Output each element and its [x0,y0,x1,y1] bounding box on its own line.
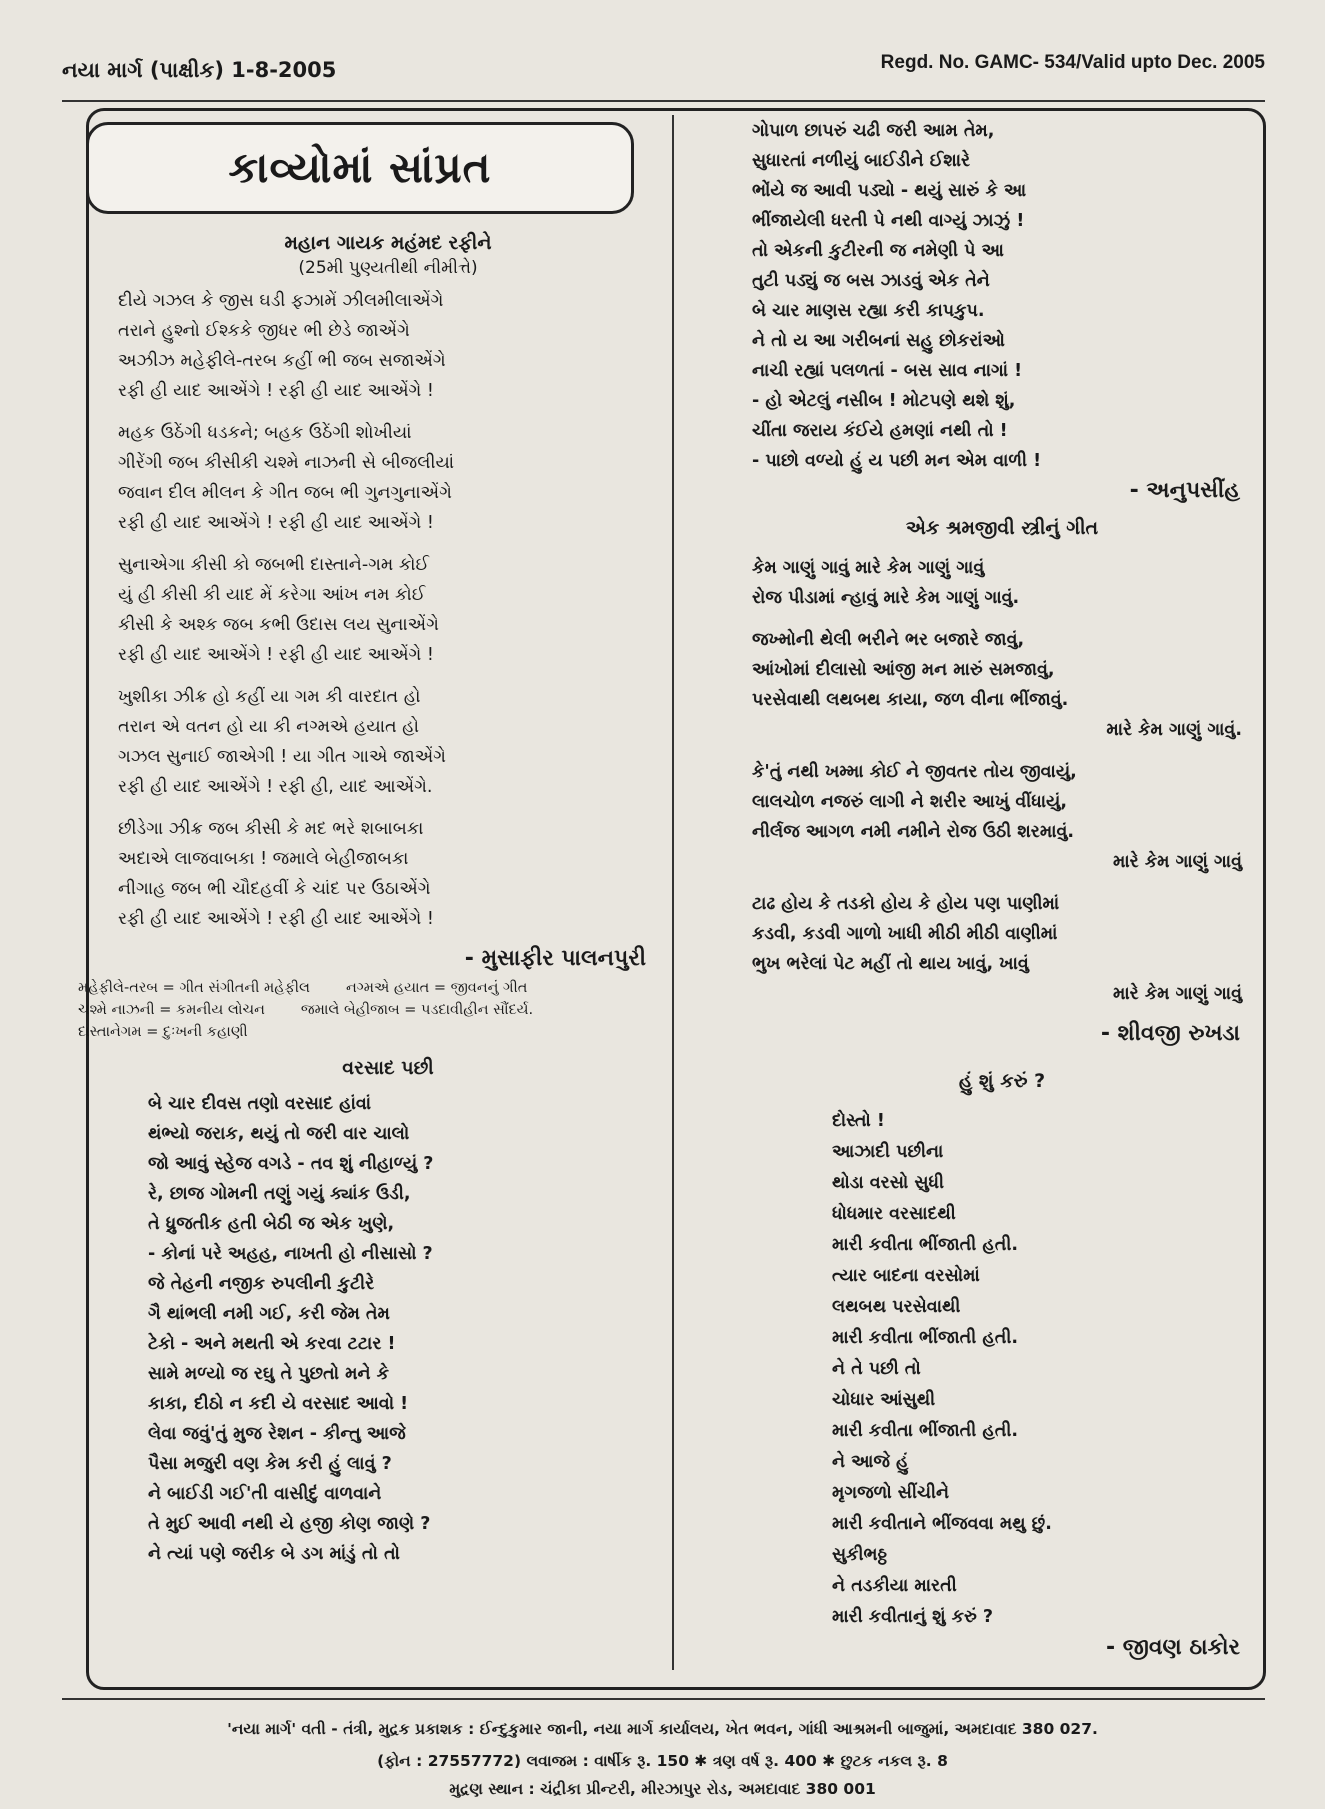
poem-line: થોડા વરસો સુધી [832,1173,945,1193]
poem-line: સુકીભઠ્ઠ [832,1545,888,1565]
poem-line: કડવી, કડવી ગાળો ખાધી મીઠી મીઠી વાણીમાં [752,924,1058,944]
poem-line: ગૈ થાંભલી નમી ગઈ, કરી જેમ તેમ [148,1304,390,1324]
poem-line: તો એકની કુટીરની જ નમેણી પે આ [752,241,1004,261]
poem1-body [118,286,658,934]
poem-line: - પાછો વળ્યો હું ય પછી મન એમ વાળી ! [752,451,1042,471]
poem-line: લથબથ પરસેવાથી [832,1297,961,1317]
poem4-author: - જીવણ ઠાકોર [1105,1635,1240,1660]
glossary [78,977,658,1043]
poem-line: રોજ પીડામાં ન્હાવું મારે કેમ ગાણું ગાવું. [752,588,1020,608]
poem-line: કીસી કે અશ્ક જબ કભી ઉદાસ લય સુનાએંગે [118,615,439,635]
column-divider [672,115,674,1670]
glossary-row [78,1021,658,1043]
poem-line: રફી હી યાદ આએંગે ! રફી હી, યાદ આએંગે. [118,777,433,797]
poem-line: બે ચાર માણસ રહ્યા કરી કાપકુપ. [752,301,985,321]
poem-line: છીડેગા ઝીક્ર જબ કીસી કે મદ ભરે શબાબકા [118,819,424,839]
poem-line: જે તેહની નજીક રુપલીની કુટીરે [148,1274,375,1294]
poem-line: ગઝલ સુનાઈ જાએગી ! યા ગીત ગાએ જાએંગે [118,747,446,767]
poem-line: ને તડકીયા મારતી [832,1576,957,1596]
poem-line: ગોપાળ છાપરું ચઢી જરી આમ તેમ, [752,121,995,141]
poem-line: તે ધ્રુજતીક હતી બેઠી જ એક ખુણે, [148,1214,395,1234]
poem-line: દોસ્તો ! [832,1111,885,1131]
section-title-box [86,122,634,214]
poem-line: સુનાએગા કીસી કો જબભી દાસ્તાને-ગમ કોઈ [118,555,430,575]
poem-line: મારે કેમ ગાણું ગાવું [1113,984,1242,1004]
poem-line: સુધારતાં નળીયું બાઈડીને ઈશારે [752,151,971,171]
poem-line: ચોધાર આંસુથી [832,1390,936,1410]
glossary-entry: ચશ્મે નાઝની = કમનીય લોચન [78,1002,265,1018]
poem-line: મારી કવીતાને ભીંજવવા મથુ છું. [832,1514,1052,1534]
poem2-body-left [118,1089,658,1569]
poem-line: નીર્લજ આગળ નમી નમીને રોજ ઉઠી શરમાવું. [752,822,1075,842]
poem-line: રફી હી યાદ આએંગે ! રફી હી યાદ આએંગે ! [118,645,434,665]
publication-date: નયા માર્ગ (પાક્ષીક) 1-8-2005 [62,58,337,82]
poem-line: જખ્મોની થેલી ભરીને ભર બજારે જાવું, [752,630,1025,650]
poem-line: - હો એટલું નસીબ ! મોટપણે થશે શું, [752,391,1016,411]
glossary-entry: મહેફીલે-તરબ = ગીત સંગીતની મહેફીલ [78,980,310,996]
poem-line: મારે કેમ ગાણું ગાવું. [1106,720,1242,740]
poem-line: તરાન એ વતન હો યા કી નગ્મએ હયાત હો [118,717,419,737]
poem-line: મૃગજળો સીંચીને [832,1483,950,1503]
poem-line: બે ચાર દીવસ તણો વરસાદ હાંવાં [148,1094,372,1114]
poem4-body [752,1106,1252,1633]
poem-line: મારી કવીતા ભીંજાતી હતી. [832,1421,1019,1441]
poem-line: અદાએ લાજવાબકા ! જમાલે બેહીજાબકા [118,849,409,869]
right-column [752,116,1252,1666]
poem-line: કે'તું નથી ખમ્મા કોઈ ને જીવતર તોય જીવાયું, [752,762,1077,782]
poem-line: ભીંજાયેલી ધરતી પે નથી વાગ્યું ઝાઝું ! [752,211,1025,231]
poem-line: નાચી રહ્યાં પલળતાં - બસ સાવ નાગાં ! [752,361,1023,381]
poem-line: પરસેવાથી લથબથ કાયા, જળ વીના ભીંજાવું. [752,690,1069,710]
footer-subscription: (ફોન : 27557772) લવાજમ : વાર્ષીક રૂ. 150 ✱ ત્રણ વર્ષ રૂ. 400 ✱ છુટક નકલ રૂ. 8 [377,1752,948,1770]
poem-line: તરાને હુશ્નો ઈશ્કકે જીધર ભી છેડે જાએંગે [118,321,410,341]
stanza [752,625,1252,745]
poem-line: તે મુઈ આવી નથી યે હજી કોણ જાણે ? [148,1514,431,1534]
poem-line: ને ત્યાં પણે જરીક બે ડગ માંડું તો તો [148,1544,400,1564]
poem3-body [752,553,1252,1009]
glossary-entry: જમાલે બેહીજાબ = પડદાવીહીન સૌંદર્ય. [300,1002,534,1018]
poem-line: કાકા, દીઠો ન કદી યે વરસાદ આવો ! [148,1394,409,1414]
poem-line: રફી હી યાદ આએંગે ! રફી હી યાદ આએંગે ! [118,513,434,533]
poem3-title: એક શ્રમજીવી સ્ત્રીનું ગીત [905,517,1099,539]
poem2-body-right [752,116,1252,476]
poem-line: આઝાદી પછીના [832,1142,944,1162]
poem2-title: વરસાદ પછી [342,1057,434,1079]
footer-rule [62,1698,1265,1700]
poem-line: ને બાઈડી ગઈ'તી વાસીદું વાળવાને [148,1484,382,1504]
poem-line: ને તે પછી તો [832,1359,921,1379]
poem-line: ભોંયે જ આવી પડ્યો - થયું સારું કે આ [752,181,1027,201]
stanza [118,550,658,670]
poem-line: સામે મળ્યો જ રઘુ તે પુછતો મને કે [148,1364,389,1384]
glossary-entry: દાસ્તાનેગમ = દુઃખની કહાણી [78,1024,248,1040]
glossary-entry: નગ્મએ હયાત = જીવનનું ગીત [345,980,528,996]
poem-line: ખુશીકા ઝીક્ર હો કહીં યા ગમ કી વારદાત હો [118,687,421,707]
poem1-subtitle: (25મી પુણ્યતીથી નીમીત્તે) [298,258,478,278]
poem-line: ને આજે હું [832,1452,909,1472]
glossary-row [78,977,658,999]
header-rule [62,100,1265,102]
poem-line: કેમ ગાણું ગાવું મારે કેમ ગાણું ગાવું [752,558,985,578]
poem-line: લેવા જવું'તું મુજ રેશન - કીન્તુ આજે [148,1424,406,1444]
poem2-author: - અનુપસીંહ [1129,478,1240,503]
poem-line: નીગાહ જબ ભી ચૌદહવીં કે ચાંદ પર ઉઠાએંગે [118,879,431,899]
poem-line: મારી કવીતા ભીંજાતી હતી. [832,1235,1019,1255]
poem1-title: મહાન ગાયક મહંમદ રફીને [284,232,492,254]
poem-line: રફી હી યાદ આએંગે ! રફી હી યાદ આએંગે ! [118,381,434,401]
stanza [752,889,1252,1009]
poem-line: અઝીઝ મહેફીલે-તરબ કહીં ભી જબ સજાએંગે [118,351,446,371]
stanza [118,286,658,406]
poem-line: થંભ્યો જરાક, થયું તો જરી વાર ચાલો [148,1124,410,1144]
section-title: કાવ્યોમાં સાંપ્રત [228,143,492,192]
poem-line: યું હી કીસી કી યાદ મેં કરેગા આંખ નમ કોઈ [118,585,426,605]
glossary-row [78,999,658,1021]
poem-line: આંખોમાં દીલાસો આંજી મન મારું સમજાવું, [752,660,1055,680]
poem-line: ટાઢ હોય કે તડકો હોય કે હોય પણ પાણીમાં [752,894,1060,914]
poem-line: મહક ઉઠેંગી ધડકને; બહક ઉઠેંગી શોખીયાં [118,423,412,443]
poem-line: ત્યાર બાદના વરસોમાં [832,1266,980,1286]
poem-line: ગીરેંગી જબ કીસીકી ચશ્મે નાઝની સે બીજલીયાં [118,453,455,473]
poem-line: મારી કવીતાનું શું કરું ? [832,1607,994,1627]
poem-line: ભુખ ભરેલાં પેટ મહીં તો થાય ખાવું, ખાવું [752,954,1029,974]
poem-line: મારે કેમ ગાણું ગાવું [1113,852,1242,872]
poem-line: મારી કવીતા ભીંજાતી હતી. [832,1328,1019,1348]
stanza [118,814,658,934]
footer-publisher: 'નયા માર્ગ' વતી - તંત્રી, મુદ્રક પ્રકાશક : ઈન્દુકુમાર જાની, નયા માર્ગ કાર્યાલય, ખેત ભવન, ગાંધી આશ્રમની બાજુમાં, અમદાવાદ 380 027. [227,1720,1098,1738]
poem1-author: - મુસાફીર પાલનપુરી [464,946,646,971]
poem-line: ધોધમાર વરસાદથી [832,1204,956,1224]
footer-printer: મુદ્રણ સ્થાન : ચંદ્રીકા પ્રીન્ટરી, મીરઝાપુર રોડ, અમદાવાદ 380 001 [449,1780,876,1798]
stanza [118,418,658,538]
poem3-author: - શીવજી રુખડા [1100,1021,1240,1046]
poem-line: તુટી પડ્યું જ બસ ઝાડવું એક તેને [752,271,990,291]
poem-line: લાલચોળ નજરું લાગી ને શરીર આખું વીંધાયું, [752,792,1067,812]
registration-number: Regd. No. GAMC- 534/Valid upto Dec. 2005 [880,52,1265,73]
stanza [118,682,658,802]
poem-line: ટેકો - અને મથતી એ કરવા ટટાર ! [148,1334,396,1354]
stanza [752,757,1252,877]
poem-line: ને તો ય આ ગરીબનાં સહુ છોકરાંઓ [752,331,1005,351]
stanza [752,553,1252,613]
poem-line: રે, છાજ ગોમની તણું ગયું ક્યાંક ઉડી, [148,1184,411,1204]
poem-line: પૈસા મજુરી વણ કેમ કરી હું લાવું ? [148,1454,392,1474]
poem-line: રફી હી યાદ આએંગે ! રફી હી યાદ આએંગે ! [118,909,434,929]
poem-line: દીયે ગઝલ કે જીસ ઘડી ફઝામેં ઝીલમીલાએંગે [118,291,444,311]
poem-line: જવાન દીલ મીલન કે ગીત જબ ભી ગુનગુનાએંગે [118,483,452,503]
poem-line: - કોનાં પરે અહહ, નાખતી હો નીસાસો ? [148,1244,433,1264]
poem-line: ચીંતા જરાય કંઈયે હમણાં નથી તો ! [752,421,1008,441]
poem4-title: હું શું કરું ? [958,1070,1046,1092]
poem-line: જો આવું સ્હેજ વગડે - તવ શું નીહાળ્યું ? [148,1154,434,1174]
left-column [78,232,658,1569]
page-header [62,52,1265,88]
